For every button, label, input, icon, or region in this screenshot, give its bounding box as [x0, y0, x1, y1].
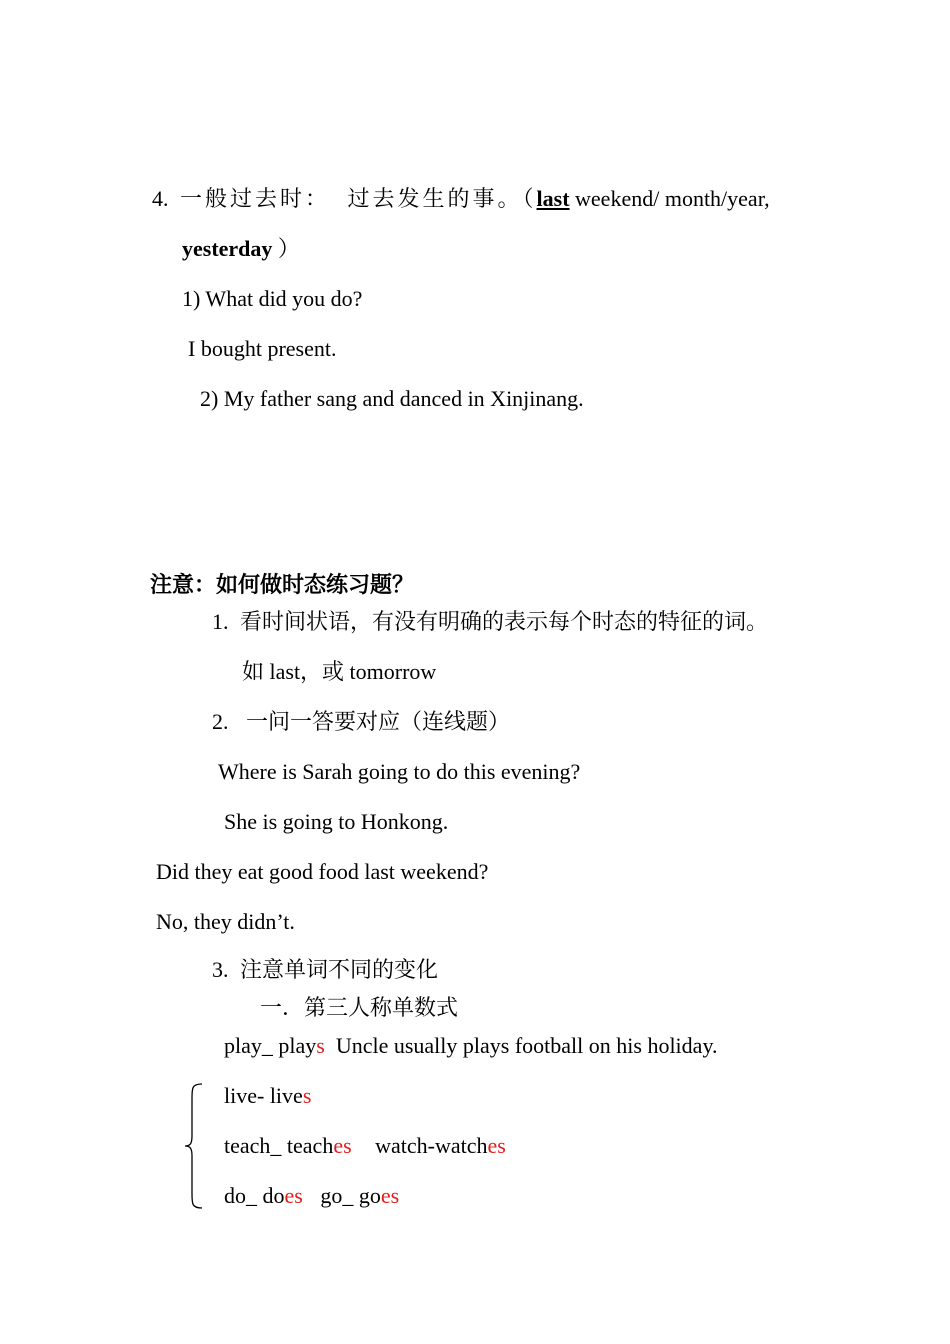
pair1-question: Where is Sarah going to do this evening? — [218, 759, 581, 784]
curly-brace-icon — [182, 1082, 206, 1210]
word-base: teach_ teach — [224, 1133, 334, 1158]
tense-description: 过去发生的事。（ — [347, 186, 537, 211]
word-base: go_ go — [320, 1183, 381, 1208]
word-base: live- live — [224, 1083, 303, 1108]
keyword-list: weekend/ month/year, — [569, 186, 770, 211]
pair1-answer: She is going to Honkong. — [224, 809, 449, 834]
item-number: 3. — [212, 957, 229, 982]
word-base: play_ play — [224, 1033, 317, 1058]
example1-question: 1) What did you do? — [182, 286, 363, 311]
example-sentence: Uncle usually plays football on his holiday. — [324, 1033, 718, 1058]
word-base: watch-watch — [375, 1133, 488, 1158]
word-suffix: es — [284, 1183, 303, 1208]
note-item-1 — [212, 609, 768, 635]
item-text: 一问一答要对应（连线题） — [246, 709, 511, 734]
word-suffix: es — [380, 1183, 400, 1208]
section4-heading-line — [152, 186, 770, 212]
do-go-example — [224, 1183, 399, 1209]
note-item-2 — [212, 709, 510, 735]
word-suffix: es — [333, 1133, 352, 1158]
keyword-yesterday: yesterday — [182, 236, 273, 261]
tense-title: 一般过去时： — [180, 186, 331, 211]
note-item-1-example: 如 last，或 tomorrow — [242, 659, 437, 684]
item-text: 注意单词不同的变化 — [240, 957, 439, 982]
word-base: do_ do — [224, 1183, 285, 1208]
item-number: 1. — [212, 609, 229, 634]
subheading-third-person: 一．第三人称单数式 — [260, 995, 459, 1020]
example1-answer: I bought present. — [188, 336, 337, 361]
section4-heading-cont — [182, 236, 300, 262]
live-example — [224, 1083, 311, 1109]
play-example — [224, 1033, 718, 1059]
notes-heading: 注意：如何做时态练习题？ — [150, 572, 415, 597]
pair2-question: Did they eat good food last weekend? — [156, 859, 489, 884]
item-text: 看时间状语，有没有明确的表示每个时态的特征的词。 — [240, 609, 769, 634]
teach-watch-example — [224, 1133, 506, 1159]
section-number: 4. — [152, 186, 169, 211]
item-number: 2. — [212, 709, 229, 734]
example2: 2) My father sang and danced in Xinjinang. — [200, 386, 584, 411]
keyword-last: last — [536, 186, 570, 211]
pair2-answer: No, they didn’t. — [156, 909, 295, 934]
word-suffix: es — [487, 1133, 506, 1158]
word-suffix: s — [302, 1083, 312, 1108]
word-suffix: s — [316, 1033, 325, 1058]
close-paren: ） — [277, 236, 300, 261]
note-item-3 — [212, 957, 438, 983]
